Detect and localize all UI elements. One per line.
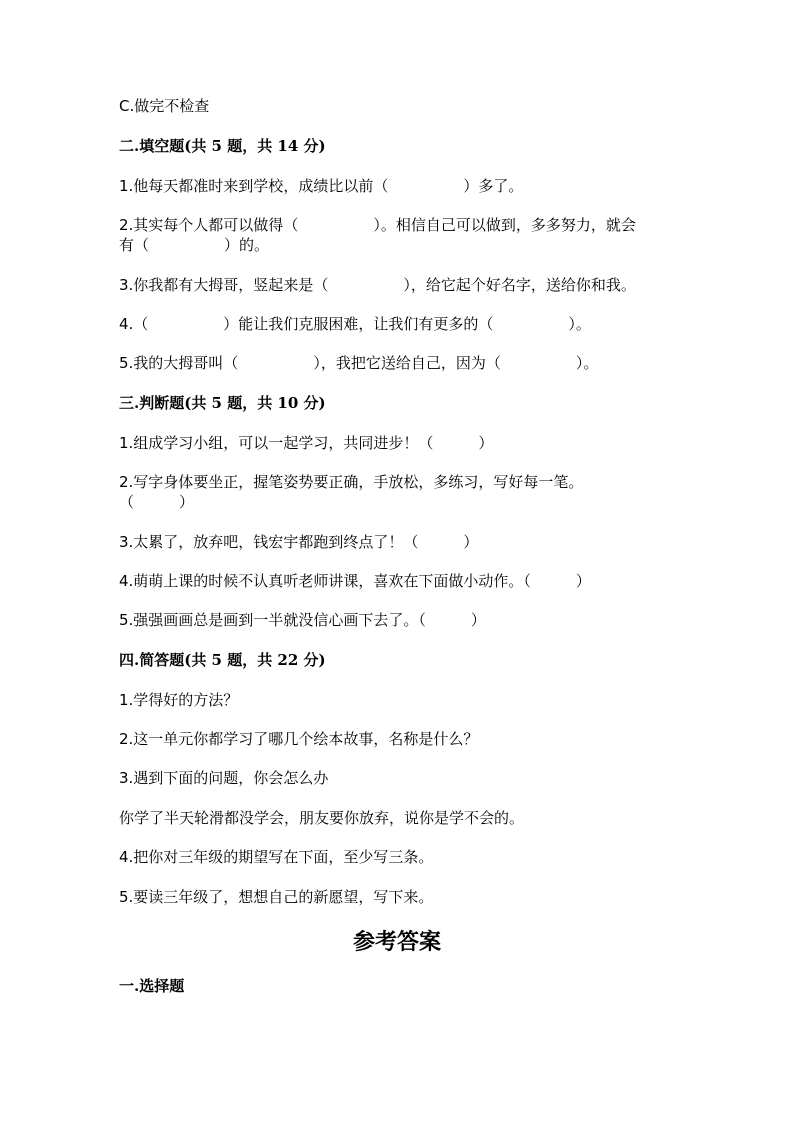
short-question-5: 5.要读三年级了，想想自己的新愿望，写下来。 [119,888,434,906]
section-heading-true-false: 三.判断题(共 5 题，共 10 分) [119,394,326,412]
judge-question-2: 2.写字身体要坐正，握笔姿势要正确，手放松，多练习，写好每一笔。 [119,473,584,491]
short-question-3-scenario: 你学了半天轮滑都没学会，朋友要你放弃，说你是学不会的。 [119,809,525,827]
section-heading-fill-in: 二.填空题(共 5 题，共 14 分) [119,137,326,155]
section-heading-multiple-choice: 一.选择题 [119,977,185,995]
fill-question-5: 5.我的大拇哥叫（ ），我把它送给自己，因为（ ）。 [119,354,599,372]
judge-question-3: 3.太累了，放弃吧，钱宏宇都跑到终点了！（ ） [119,533,479,551]
short-question-3: 3.遇到下面的问题，你会怎么办 [119,769,329,787]
judge-question-1: 1.组成学习小组，可以一起学习，共同进步！（ ） [119,434,494,452]
answer-key-title: 参考答案 [352,929,441,955]
fill-question-3: 3.你我都有大拇哥，竖起来是（ ），给它起个好名字，送给你和我。 [119,276,636,294]
judge-question-2-cont: （ ） [119,493,195,511]
fill-question-2-cont: 有（ ）的。 [119,236,270,254]
option-c: C.做完不检查 [119,97,210,115]
judge-question-5: 5.强强画画总是画到一半就没信心画下去了。（ ） [119,611,486,629]
short-question-2: 2.这一单元你都学习了哪几个绘本故事，名称是什么？ [119,730,479,748]
section-heading-short-answer: 四.简答题(共 5 题，共 22 分) [119,651,326,669]
short-question-1: 1.学得好的方法？ [119,691,239,709]
judge-question-4: 4.萌萌上课的时候不认真听老师讲课，喜欢在下面做小动作。（ ） [119,572,591,590]
fill-question-2: 2.其实每个人都可以做得（ ）。相信自己可以做到，多多努力，就会 [119,216,636,234]
fill-question-1: 1.他每天都准时来到学校，成绩比以前（ ）多了。 [119,177,524,195]
fill-question-4: 4.（ ）能让我们克服困难，让我们有更多的（ ）。 [119,315,591,333]
short-question-4: 4.把你对三年级的期望写在下面，至少写三条。 [119,848,434,866]
